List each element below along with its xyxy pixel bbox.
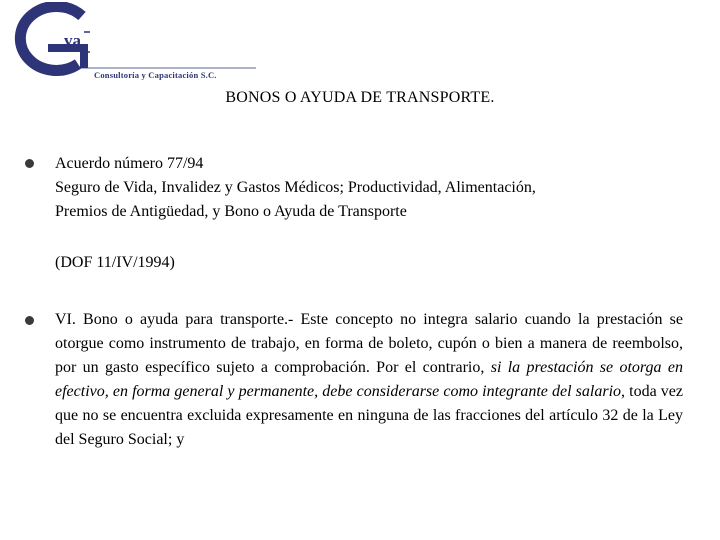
item-transport-bonus xyxy=(55,308,683,452)
logo-letters: va xyxy=(64,31,81,50)
agreement-number: Acuerdo número 77/94 xyxy=(55,155,204,172)
page-title: BONOS O AYUDA DE TRANSPORTE. xyxy=(225,89,495,106)
paragraph-emphasis: si la prestación se otorga en efectivo, en forma general y permanente, debe considerarse como integrante del salario xyxy=(55,359,683,400)
paragraph-text: VI. Bono o ayuda para transporte.- Este concepto no integra salario cuando la prestación se otorgue como instrumento de trabajo, en forma de boleto, cupón o bien a manera de reembolso, por un gasto específico sujeto a comprobación. Por el contrario, xyxy=(55,311,683,376)
bullet-icon xyxy=(25,159,34,168)
transport-bonus-paragraph xyxy=(55,308,683,452)
item-agreement xyxy=(55,152,683,275)
bullet-icon xyxy=(25,316,34,325)
company-logo xyxy=(4,2,260,84)
logo-tagline: Consultoría y Capacitación S.C. xyxy=(94,70,217,80)
agreement-subject-line-2: Premios de Antigüedad, y Bono o Ayuda de Transporte xyxy=(55,203,407,220)
agreement-subject-line-1: Seguro de Vida, Invalidez y Gastos Médicos; Productividad, Alimentación, xyxy=(55,179,536,196)
paragraph-text-end: , toda vez que no se encuentra excluida expresamente en ninguna de las fracciones del artículo 32 de la Ley del Seguro Social; y xyxy=(55,383,684,448)
agreement-reference: (DOF 11/IV/1994) xyxy=(55,254,175,271)
